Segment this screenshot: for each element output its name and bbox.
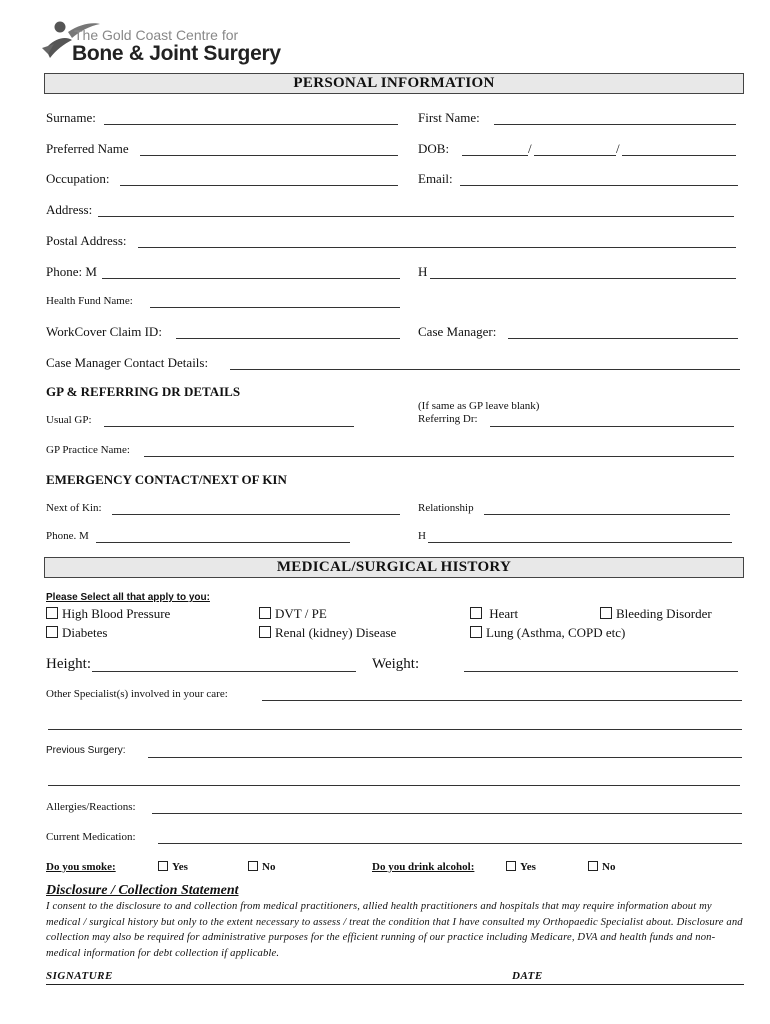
emergency-phone-home-field[interactable]	[428, 542, 732, 543]
emergency-phone-mobile-field[interactable]	[96, 542, 350, 543]
checkbox[interactable]	[259, 607, 271, 619]
dob-label: DOB:	[418, 141, 450, 156]
case-manager-field[interactable]	[508, 338, 738, 339]
date-label: DATE	[512, 970, 543, 982]
checkbox[interactable]	[470, 626, 482, 638]
postal-address-field[interactable]	[138, 247, 736, 248]
email-field[interactable]	[460, 185, 738, 186]
emergency-phone-mobile-label: Phone. M	[46, 530, 89, 542]
checkbox[interactable]	[506, 861, 516, 871]
checkbox[interactable]	[46, 626, 58, 638]
next-of-kin-label: Next of Kin:	[46, 502, 102, 514]
condition-diabetes[interactable]: Diabetes	[46, 625, 107, 641]
weight-field[interactable]	[464, 671, 738, 672]
select-instruction: Please Select all that apply to you:	[46, 592, 210, 603]
height-field[interactable]	[92, 671, 356, 672]
disclosure-title: Disclosure / Collection Statement	[46, 883, 239, 898]
address-field[interactable]	[98, 216, 734, 217]
alcohol-yes[interactable]: Yes	[506, 861, 536, 873]
gp-practice-label: GP Practice Name:	[46, 444, 130, 456]
previous-surgery-field-line2[interactable]	[48, 785, 740, 786]
disclosure-text: I consent to the disclosure to and collection from medical practitioners, allied health practitioners and hospitals that may require information about my medical / surgical history but only to the extent necessary to assess / treat the condition that I have consulted my Orthopaedic Specialist about. Disclosure and collection may also be required for administrative purposes for the efficient running of our practice including Medicare, DVA and health funds and non-medical information for debt collection if applicable.	[46, 901, 743, 959]
smoke-no[interactable]: No	[248, 861, 275, 873]
medication-field[interactable]	[158, 843, 742, 844]
other-specialists-label: Other Specialist(s) involved in your care:	[46, 688, 228, 700]
signature-date-line[interactable]	[46, 984, 744, 985]
checkbox[interactable]	[600, 607, 612, 619]
preferred-name-field[interactable]	[140, 155, 398, 156]
checkbox[interactable]	[470, 607, 482, 619]
dob-year-field[interactable]	[622, 155, 736, 156]
relationship-label: Relationship	[418, 502, 474, 514]
checkbox[interactable]	[588, 861, 598, 871]
allergies-field[interactable]	[152, 813, 742, 814]
phone-home-field[interactable]	[430, 278, 736, 279]
preferred-name-label: Preferred Name	[46, 141, 129, 156]
occupation-label: Occupation:	[46, 171, 110, 186]
condition-high-blood-pressure[interactable]: High Blood Pressure	[46, 606, 170, 622]
condition-dvt-pe[interactable]: DVT / PE	[259, 606, 327, 622]
condition-renal-disease[interactable]: Renal (kidney) Disease	[259, 625, 396, 641]
first-name-label: First Name:	[418, 110, 480, 125]
workcover-label: WorkCover Claim ID:	[46, 324, 162, 339]
height-label: Height:	[46, 656, 91, 672]
logo-line2: Bone & Joint Surgery	[72, 42, 281, 65]
workcover-field[interactable]	[176, 338, 400, 339]
checkbox[interactable]	[158, 861, 168, 871]
previous-surgery-field[interactable]	[148, 757, 742, 758]
usual-gp-field[interactable]	[104, 426, 354, 427]
gp-heading: GP & REFERRING DR DETAILS	[46, 384, 241, 399]
referring-dr-field[interactable]	[490, 426, 734, 427]
logo	[40, 18, 330, 68]
case-manager-contact-field[interactable]	[230, 369, 740, 370]
dob-separator: /	[616, 141, 620, 156]
other-specialists-field-line2[interactable]	[48, 729, 742, 730]
next-of-kin-field[interactable]	[112, 514, 400, 515]
occupation-field[interactable]	[120, 185, 398, 186]
signature-label: SIGNATURE	[46, 970, 113, 982]
condition-lung[interactable]: Lung (Asthma, COPD etc)	[470, 625, 625, 641]
first-name-field[interactable]	[494, 124, 736, 125]
dob-day-field[interactable]	[462, 155, 528, 156]
address-label: Address:	[46, 202, 93, 217]
condition-heart[interactable]: Heart	[470, 606, 518, 622]
smoke-question: Do you smoke:	[46, 861, 116, 873]
usual-gp-label: Usual GP:	[46, 414, 92, 426]
logo-line1: The Gold Coast Centre for	[74, 27, 239, 43]
phone-mobile-field[interactable]	[102, 278, 400, 279]
phone-mobile-label: Phone: M	[46, 264, 97, 279]
health-fund-field[interactable]	[150, 307, 400, 308]
health-fund-label: Health Fund Name:	[46, 295, 133, 307]
surname-label: Surname:	[46, 110, 96, 125]
other-specialists-field[interactable]	[262, 700, 742, 701]
smoke-yes[interactable]: Yes	[158, 861, 188, 873]
case-manager-label: Case Manager:	[418, 324, 497, 339]
email-label: Email:	[418, 171, 453, 186]
emergency-heading: EMERGENCY CONTACT/NEXT OF KIN	[46, 472, 287, 487]
medical-history-banner: MEDICAL/SURGICAL HISTORY	[44, 557, 744, 578]
alcohol-no[interactable]: No	[588, 861, 615, 873]
referring-note: (If same as GP leave blank)	[418, 400, 540, 412]
medication-label: Current Medication:	[46, 831, 136, 843]
dob-separator: /	[528, 141, 532, 156]
case-manager-contact-label: Case Manager Contact Details:	[46, 355, 209, 370]
checkbox[interactable]	[248, 861, 258, 871]
previous-surgery-label: Previous Surgery:	[46, 745, 126, 756]
alcohol-question: Do you drink alcohol:	[372, 861, 475, 873]
checkbox[interactable]	[46, 607, 58, 619]
dob-month-field[interactable]	[534, 155, 616, 156]
gp-practice-field[interactable]	[144, 456, 734, 457]
checkbox[interactable]	[259, 626, 271, 638]
postal-address-label: Postal Address:	[46, 233, 127, 248]
relationship-field[interactable]	[484, 514, 730, 515]
weight-label: Weight:	[372, 656, 420, 672]
allergies-label: Allergies/Reactions:	[46, 801, 136, 813]
personal-info-banner: PERSONAL INFORMATION	[44, 73, 744, 94]
phone-home-label: H	[418, 264, 428, 279]
emergency-phone-home-label: H	[418, 530, 426, 542]
condition-bleeding-disorder[interactable]: Bleeding Disorder	[600, 606, 712, 622]
referring-dr-label: Referring Dr:	[418, 413, 478, 425]
surname-field[interactable]	[104, 124, 398, 125]
